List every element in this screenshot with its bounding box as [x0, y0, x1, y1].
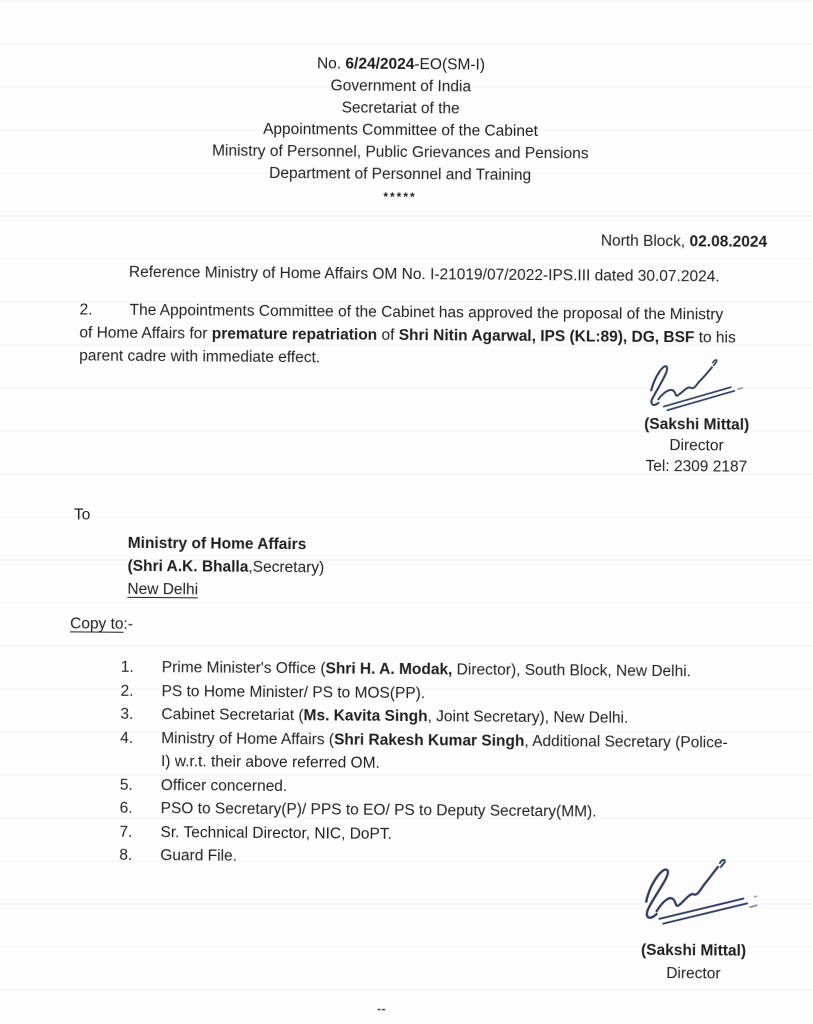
- signatory-designation: Director: [666, 965, 721, 983]
- signatory-name: (Sakshi Mittal): [640, 941, 747, 960]
- org-line-secretariat: Secretariat of the: [341, 99, 460, 118]
- item-text: [161, 727, 768, 779]
- paragraph-line-3: parent cadre with immediate effect.: [79, 347, 321, 367]
- paragraph-text-1: The Appointments Committee of the Cabinet has approved the proposal of the Ministry: [129, 301, 724, 324]
- addressee-details: [127, 532, 324, 603]
- org-line-ministry: Ministry of Personnel, Public Grievances and Pensions: [212, 142, 589, 163]
- item-number: 4.: [120, 729, 134, 747]
- addressee-city: [127, 578, 324, 603]
- addressee-block: [73, 503, 324, 602]
- place-label: North Block,: [600, 232, 690, 251]
- item-text-post: Director), South Block, New Delhi.: [452, 661, 692, 681]
- item-number: 3.: [120, 705, 134, 723]
- signatory-telephone: Tel: 2309 2187: [645, 457, 748, 476]
- signatory-name: (Sakshi Mittal): [644, 415, 750, 434]
- ref-number-suffix: -EO(SM-I): [414, 56, 486, 74]
- signature-scribble-icon: [632, 356, 750, 413]
- addressee-org: Ministry of Home Affairs: [127, 534, 307, 554]
- to-label: To: [73, 506, 91, 524]
- item-text-pre: Cabinet Secretariat (: [161, 706, 304, 725]
- addressee-officer: [127, 555, 324, 580]
- item-text-pre: Prime Minister's Office (: [161, 659, 326, 678]
- item-text-pre: Sr. Technical Director, NIC, DoPT.: [160, 823, 392, 843]
- item-text-pre: Guard File.: [160, 847, 238, 865]
- item-text-post: , Additional Secretary (Police-: [524, 732, 728, 752]
- place-date-line: [601, 231, 767, 254]
- item-number: 8.: [119, 846, 133, 864]
- copy-to-list: [119, 656, 769, 873]
- org-line-government: Government of India: [330, 77, 472, 96]
- ref-number: 6/24/2024: [345, 55, 415, 74]
- officer-name-text: Shri Nitin Agarwal, IPS (KL:89), DG, BSF: [398, 326, 695, 347]
- addressee-officer-title: ,Secretary): [248, 558, 325, 577]
- item-text-pre: PS to Home Minister/ PS to MOS(PP).: [161, 682, 426, 702]
- item-number: 5.: [119, 776, 133, 794]
- paragraph-text-2a: of Home Affairs for: [79, 324, 212, 343]
- addressee-city-text: New Delhi: [127, 580, 199, 599]
- paragraph-number: 2.: [79, 301, 93, 319]
- item-text-bold: Shri Rakesh Kumar Singh: [333, 730, 525, 750]
- addressee-officer-name: (Shri A.K. Bhalla: [127, 557, 249, 576]
- item-text-bold: Ms. Kavita Singh: [303, 707, 428, 726]
- copy-to-label-text: Copy to: [70, 615, 124, 633]
- signature-block-bottom: [613, 856, 774, 986]
- ref-number-prefix: No.: [316, 55, 346, 73]
- signatory-designation: Director: [669, 437, 724, 455]
- org-line-committee: Appointments Committee of the Cabinet: [263, 120, 538, 141]
- item-text-pre: Ministry of Home Affairs (: [161, 729, 335, 748]
- item-text-line2: I) w.r.t. their above referred OM.: [160, 753, 380, 772]
- signature-scribble-icon: [625, 856, 760, 937]
- copy-to-label: [70, 613, 133, 635]
- premature-repatriation-text: premature repatriation: [211, 325, 378, 344]
- item-number: 6.: [119, 799, 133, 817]
- item-number: 1.: [120, 658, 134, 676]
- item-text-pre: Officer concerned.: [160, 776, 288, 795]
- org-line-department: Department of Personnel and Training: [269, 164, 532, 184]
- footer-page-mark: --: [377, 1001, 387, 1016]
- separator-stars: *****: [383, 189, 417, 205]
- copy-to-label-suffix: :-: [123, 615, 134, 633]
- item-number: 2.: [120, 682, 134, 700]
- signature-block-top: [621, 356, 772, 478]
- item-number: 7.: [119, 823, 133, 841]
- item-text-post: , Joint Secretary), New Delhi.: [427, 708, 629, 727]
- item-text-bold: Shri H. A. Modak,: [325, 660, 453, 679]
- copy-item-4: [120, 726, 768, 778]
- paragraph-text-2c: to his: [694, 329, 736, 347]
- paragraph-text-2b: of: [377, 326, 399, 344]
- letter-date: 02.08.2024: [689, 233, 768, 251]
- reference-line: Reference Ministry of Home Affairs OM No. I-21019/07/2022-IPS.III dated 30.07.2024.: [128, 263, 720, 286]
- item-text-pre: PSO to Secretary(P)/ PPS to EO/ PS to Deputy Secretary(MM).: [160, 800, 597, 821]
- letterhead: [0, 51, 808, 211]
